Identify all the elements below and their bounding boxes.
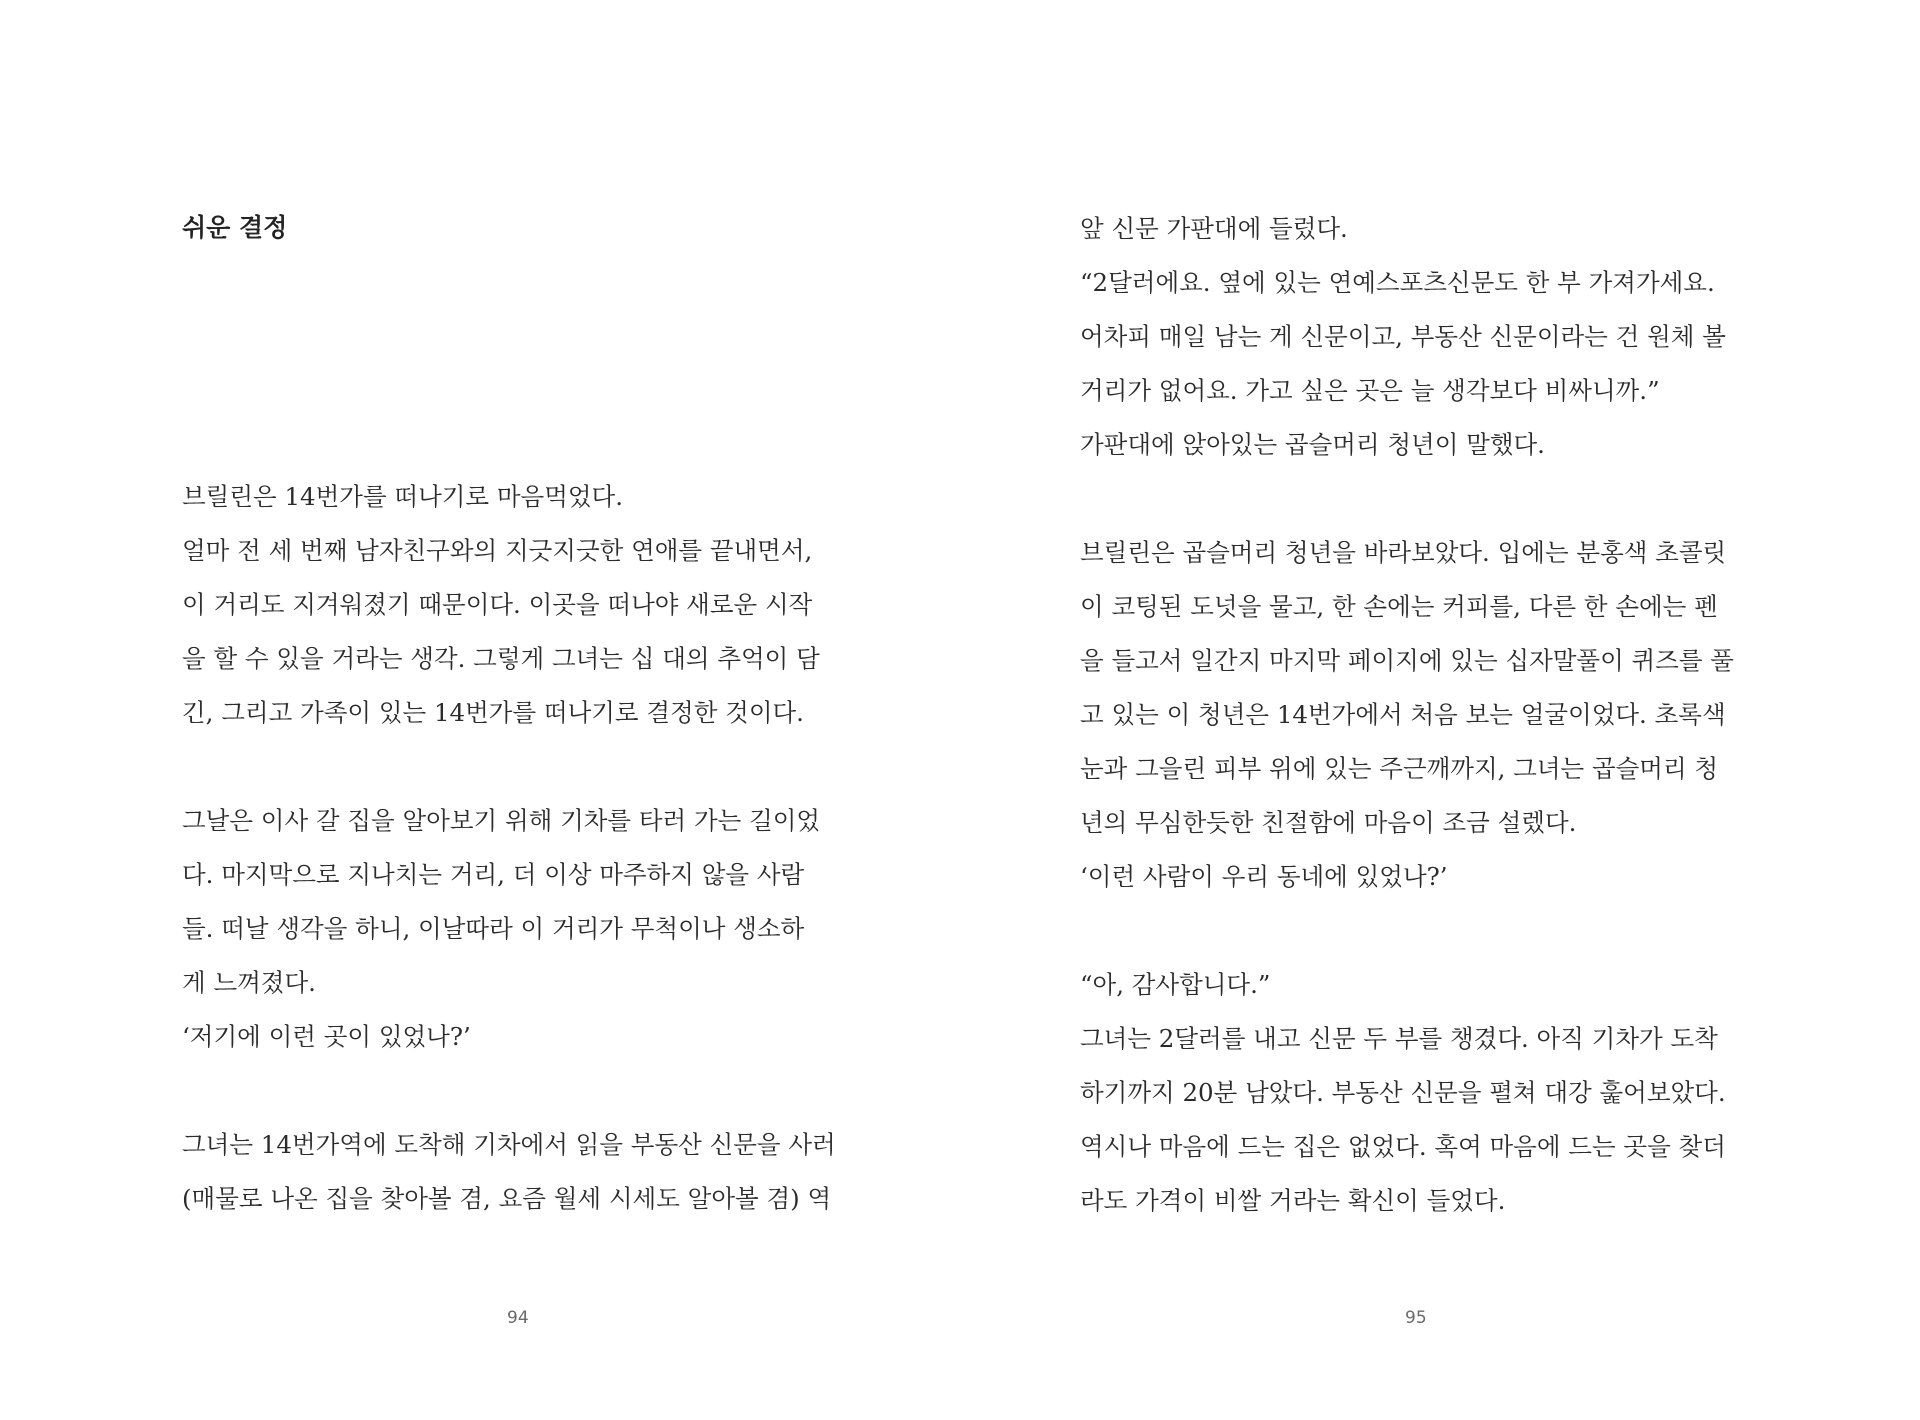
text-line: ‘이런 사람이 우리 동네에 있었나?’	[1080, 862, 1448, 891]
text-line: 게 느껴졌다.	[182, 968, 316, 997]
text-line: 그녀는 2달러를 내고 신문 두 부를 챙겼다. 아직 기차가 도착	[1080, 1024, 1718, 1053]
text-line: 들. 떠날 생각을 하니, 이날따라 이 거리가 무척이나 생소하	[182, 914, 805, 943]
text-line: 다. 마지막으로 지나치는 거리, 더 이상 마주하지 않을 사람	[182, 860, 805, 889]
text-line: 년의 무심한듯한 친절함에 마음이 조금 설렜다.	[1080, 808, 1577, 837]
text-line: ‘저기에 이런 곳이 있었나?’	[182, 1022, 471, 1051]
text-line: 이 코팅된 도넛을 물고, 한 손에는 커피를, 다른 한 손에는 펜	[1080, 592, 1718, 621]
text-line: 하기까지 20분 남았다. 부동산 신문을 펼쳐 대강 훑어보았다.	[1080, 1078, 1726, 1107]
text-line: 고 있는 이 청년은 14번가에서 처음 보는 얼굴이었다. 초록색	[1080, 700, 1726, 729]
chapter-title: 쉬운 결정	[182, 213, 288, 242]
text-line: 가판대에 앉아있는 곱슬머리 청년이 말했다.	[1080, 430, 1545, 459]
text-line: “아, 감사합니다.”	[1080, 970, 1271, 999]
text-line: 그녀는 14번가역에 도착해 기차에서 읽을 부동산 신문을 사러	[182, 1130, 836, 1159]
text-line: (매물로 나온 집을 찾아볼 겸, 요즘 월세 시세도 알아볼 겸) 역	[182, 1184, 832, 1213]
page-number: 95	[1405, 1308, 1427, 1328]
text-line: 브릴린은 14번가를 떠나기로 마음먹었다.	[182, 482, 623, 511]
text-line: 얼마 전 세 번째 남자친구와의 지긋지긋한 연애를 끝내면서,	[182, 536, 813, 565]
text-line: 거리가 없어요. 가고 싶은 곳은 늘 생각보다 비싸니까.”	[1080, 376, 1660, 405]
text-line: 역시나 마음에 드는 집은 없었다. 혹여 마음에 드는 곳을 찾더	[1080, 1132, 1726, 1161]
right-page	[960, 0, 1920, 1420]
left-page-body	[182, 470, 882, 1226]
text-line: 을 할 수 있을 거라는 생각. 그렇게 그녀는 십 대의 추억이 담	[182, 644, 820, 673]
paragraph-gap	[182, 740, 882, 794]
text-line: 브릴린은 곱슬머리 청년을 바라보았다. 입에는 분홍색 초콜릿	[1080, 538, 1727, 567]
text-line: “2달러에요. 옆에 있는 연예스포츠신문도 한 부 가져가세요.	[1080, 268, 1715, 297]
page-number: 94	[507, 1308, 529, 1328]
paragraph-gap	[182, 1064, 882, 1118]
text-line: 어차피 매일 남는 게 신문이고, 부동산 신문이라는 건 원체 볼	[1080, 322, 1726, 351]
text-line: 라도 가격이 비쌀 거라는 확신이 들었다.	[1080, 1186, 1506, 1215]
text-line: 긴, 그리고 가족이 있는 14번가를 떠나기로 결정한 것이다.	[182, 698, 804, 727]
paragraph-gap	[1080, 472, 1780, 526]
paragraph-gap	[1080, 904, 1780, 958]
text-line: 앞 신문 가판대에 들렀다.	[1080, 214, 1348, 243]
text-line: 을 들고서 일간지 마지막 페이지에 있는 십자말풀이 퀴즈를 풀	[1080, 646, 1734, 675]
text-line: 눈과 그을린 피부 위에 있는 주근깨까지, 그녀는 곱슬머리 청	[1080, 754, 1719, 783]
right-page-body	[1080, 202, 1780, 1228]
text-line: 이 거리도 지겨워졌기 때문이다. 이곳을 떠나야 새로운 시작	[182, 590, 813, 619]
text-line: 그날은 이사 갈 집을 알아보기 위해 기차를 타러 가는 길이었	[182, 806, 821, 835]
